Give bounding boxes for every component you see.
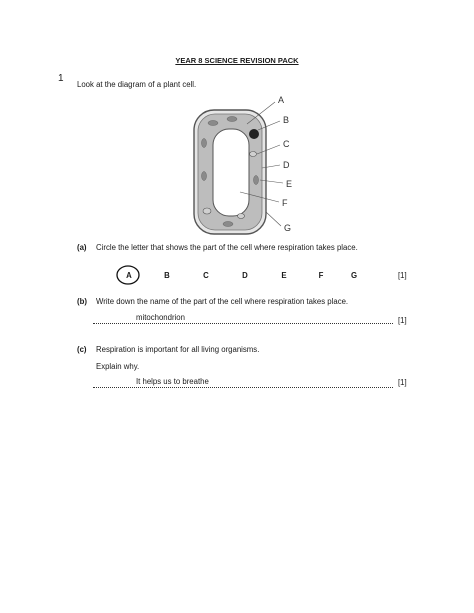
diagram-label-e: E — [286, 179, 293, 189]
chloroplast — [254, 176, 259, 185]
diagram-label-f: F — [282, 198, 288, 208]
diagram-label-b: B — [283, 115, 290, 125]
option-f[interactable]: F — [318, 271, 324, 280]
chloroplast — [202, 172, 207, 181]
part-c-text: Respiration is important for all living organisms. — [96, 345, 260, 354]
part-b-text: Write down the name of the part of the cell where respiration takes place. — [96, 297, 349, 306]
mitochondrion — [250, 152, 257, 157]
part-c-answer-line — [93, 387, 393, 388]
option-g[interactable]: G — [350, 271, 358, 280]
chloroplast — [208, 121, 218, 126]
diagram-label-d: D — [283, 160, 290, 170]
diagram-label-g: G — [284, 223, 292, 233]
plant-cell-diagram — [180, 88, 310, 244]
part-b-answer-line — [93, 323, 393, 324]
part-c-answer[interactable]: It helps us to breathe — [136, 377, 209, 386]
part-c-prompt: Explain why. — [96, 362, 140, 371]
chloroplast — [227, 117, 237, 122]
question-intro: Look at the diagram of a plant cell. — [77, 80, 197, 89]
part-c-label: (c) — [77, 345, 87, 354]
mitochondrion — [238, 214, 245, 219]
part-c-marks: [1] — [398, 378, 407, 387]
option-d[interactable]: D — [242, 271, 248, 280]
part-b-marks: [1] — [398, 316, 407, 325]
page-title: YEAR 8 SCIENCE REVISION PACK — [175, 56, 299, 65]
nucleus — [249, 129, 259, 139]
question-number: 1 — [58, 73, 64, 84]
part-b-answer[interactable]: mitochondrion — [136, 313, 185, 322]
diagram-label-c: C — [283, 139, 290, 149]
part-a-text: Circle the letter that shows the part of the cell where respiration takes place. — [96, 243, 358, 252]
option-b[interactable]: B — [164, 271, 170, 280]
diagram-label-a: A — [278, 95, 285, 105]
mitochondrion — [203, 208, 211, 214]
part-a-label: (a) — [77, 243, 87, 252]
chloroplast — [223, 222, 233, 227]
option-c[interactable]: C — [203, 271, 209, 280]
part-a-marks: [1] — [398, 271, 407, 280]
part-b-label: (b) — [77, 297, 87, 306]
vacuole — [213, 129, 249, 216]
option-e[interactable]: E — [281, 271, 287, 280]
chloroplast — [202, 139, 207, 148]
option-a[interactable]: A — [126, 271, 132, 280]
